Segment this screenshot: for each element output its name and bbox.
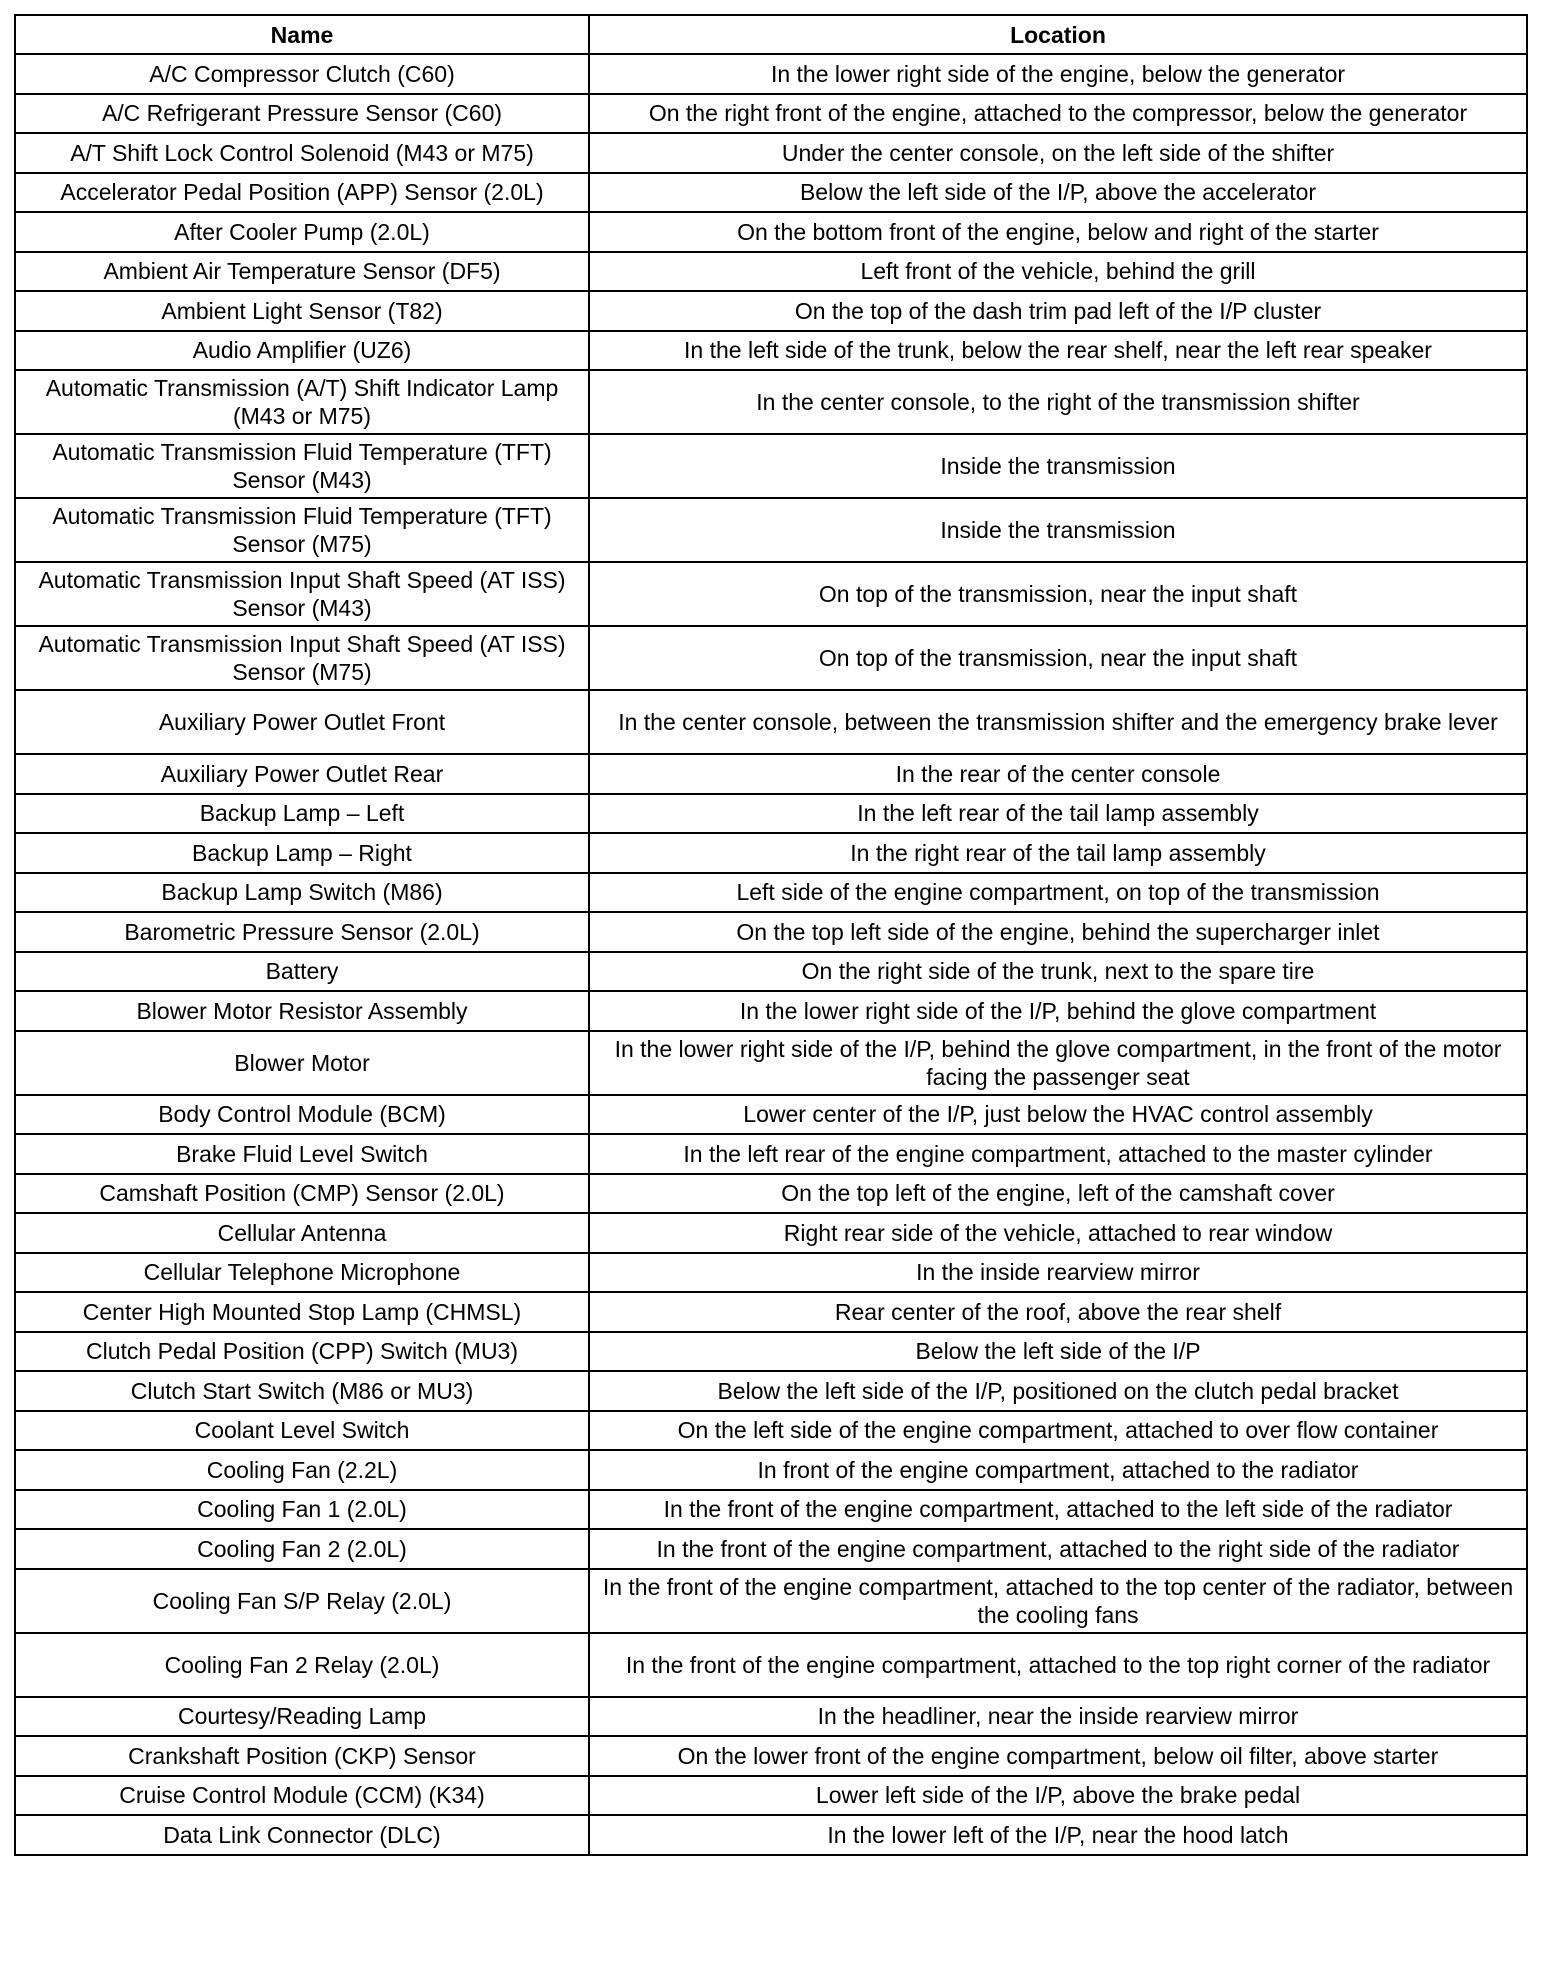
table-row xyxy=(15,690,1527,754)
component-name-cell: A/C Compressor Clutch (C60) xyxy=(15,54,589,94)
component-location-cell: In the front of the engine compartment, attached to the top center of the radiator, between the cooling fans xyxy=(589,1569,1527,1633)
component-location-cell: In the front of the engine compartment, attached to the top right corner of the radiator xyxy=(589,1633,1527,1697)
table-row xyxy=(15,1174,1527,1214)
header-row xyxy=(15,15,1527,54)
component-location-table xyxy=(14,14,1528,1856)
column-header-name: Name xyxy=(15,15,589,54)
component-location-cell: In the lower left of the I/P, near the hood latch xyxy=(589,1815,1527,1855)
component-name-cell: Courtesy/Reading Lamp xyxy=(15,1697,589,1737)
component-name-cell: Automatic Transmission Input Shaft Speed (AT ISS) Sensor (M75) xyxy=(15,626,589,690)
component-location-cell: Lower center of the I/P, just below the HVAC control assembly xyxy=(589,1095,1527,1135)
component-location-cell: Inside the transmission xyxy=(589,434,1527,498)
component-location-cell: In the right rear of the tail lamp assembly xyxy=(589,833,1527,873)
component-name-cell: Automatic Transmission Fluid Temperature (TFT) Sensor (M43) xyxy=(15,434,589,498)
table-row xyxy=(15,1633,1527,1697)
component-name-cell: A/T Shift Lock Control Solenoid (M43 or M75) xyxy=(15,133,589,173)
component-name-cell: Crankshaft Position (CKP) Sensor xyxy=(15,1736,589,1776)
component-name-cell: Cooling Fan 2 Relay (2.0L) xyxy=(15,1633,589,1697)
component-location-cell: In the lower right side of the engine, below the generator xyxy=(589,54,1527,94)
component-location-cell: In front of the engine compartment, attached to the radiator xyxy=(589,1450,1527,1490)
table-row xyxy=(15,54,1527,94)
component-location-cell: Left side of the engine compartment, on top of the transmission xyxy=(589,873,1527,913)
table-row xyxy=(15,1292,1527,1332)
table-row xyxy=(15,291,1527,331)
component-name-cell: Auxiliary Power Outlet Rear xyxy=(15,754,589,794)
component-location-cell: In the inside rearview mirror xyxy=(589,1253,1527,1293)
table-row xyxy=(15,873,1527,913)
component-location-cell: On the lower front of the engine compartment, below oil filter, above starter xyxy=(589,1736,1527,1776)
component-name-cell: Clutch Pedal Position (CPP) Switch (MU3) xyxy=(15,1332,589,1372)
table-header xyxy=(15,15,1527,54)
component-location-cell: Inside the transmission xyxy=(589,498,1527,562)
component-location-cell: In the lower right side of the I/P, behind the glove compartment, in the front of the motor facing the passenger seat xyxy=(589,1031,1527,1095)
component-name-cell: Backup Lamp Switch (M86) xyxy=(15,873,589,913)
component-location-cell: Under the center console, on the left side of the shifter xyxy=(589,133,1527,173)
table-row xyxy=(15,1213,1527,1253)
table-row xyxy=(15,133,1527,173)
table-row xyxy=(15,1253,1527,1293)
component-location-cell: On the top of the dash trim pad left of the I/P cluster xyxy=(589,291,1527,331)
component-name-cell: Center High Mounted Stop Lamp (CHMSL) xyxy=(15,1292,589,1332)
table-row xyxy=(15,1529,1527,1569)
component-location-cell: On the top left of the engine, left of the camshaft cover xyxy=(589,1174,1527,1214)
table-row xyxy=(15,1450,1527,1490)
component-location-cell: In the left rear of the engine compartment, attached to the master cylinder xyxy=(589,1134,1527,1174)
table-row xyxy=(15,1371,1527,1411)
table-row xyxy=(15,370,1527,434)
table-row xyxy=(15,94,1527,134)
component-location-cell: Left front of the vehicle, behind the grill xyxy=(589,252,1527,292)
component-location-cell: On top of the transmission, near the input shaft xyxy=(589,626,1527,690)
table-row xyxy=(15,1411,1527,1451)
component-location-cell: On the right side of the trunk, next to the spare tire xyxy=(589,952,1527,992)
table-row xyxy=(15,331,1527,371)
column-header-location: Location xyxy=(589,15,1527,54)
component-name-cell: Cruise Control Module (CCM) (K34) xyxy=(15,1776,589,1816)
component-name-cell: Blower Motor Resistor Assembly xyxy=(15,991,589,1031)
component-location-cell: Below the left side of the I/P xyxy=(589,1332,1527,1372)
component-name-cell: After Cooler Pump (2.0L) xyxy=(15,212,589,252)
component-name-cell: Ambient Light Sensor (T82) xyxy=(15,291,589,331)
component-name-cell: Body Control Module (BCM) xyxy=(15,1095,589,1135)
component-location-cell: In the center console, between the transmission shifter and the emergency brake lever xyxy=(589,690,1527,754)
component-name-cell: Data Link Connector (DLC) xyxy=(15,1815,589,1855)
table-row xyxy=(15,1569,1527,1633)
table-row xyxy=(15,1736,1527,1776)
component-name-cell: Cooling Fan (2.2L) xyxy=(15,1450,589,1490)
table-row xyxy=(15,1332,1527,1372)
table-row xyxy=(15,754,1527,794)
component-location-cell: Below the left side of the I/P, positioned on the clutch pedal bracket xyxy=(589,1371,1527,1411)
component-name-cell: Camshaft Position (CMP) Sensor (2.0L) xyxy=(15,1174,589,1214)
component-name-cell: Auxiliary Power Outlet Front xyxy=(15,690,589,754)
component-name-cell: Cellular Antenna xyxy=(15,1213,589,1253)
component-location-cell: In the left side of the trunk, below the rear shelf, near the left rear speaker xyxy=(589,331,1527,371)
component-location-cell: In the front of the engine compartment, attached to the left side of the radiator xyxy=(589,1490,1527,1530)
table-row xyxy=(15,562,1527,626)
table-row xyxy=(15,912,1527,952)
component-location-cell: On the right front of the engine, attached to the compressor, below the generator xyxy=(589,94,1527,134)
component-name-cell: Cooling Fan 1 (2.0L) xyxy=(15,1490,589,1530)
table-row xyxy=(15,1697,1527,1737)
component-name-cell: Barometric Pressure Sensor (2.0L) xyxy=(15,912,589,952)
component-location-cell: On top of the transmission, near the input shaft xyxy=(589,562,1527,626)
component-location-cell: Below the left side of the I/P, above the accelerator xyxy=(589,173,1527,213)
component-location-cell: In the front of the engine compartment, attached to the right side of the radiator xyxy=(589,1529,1527,1569)
component-name-cell: Brake Fluid Level Switch xyxy=(15,1134,589,1174)
table-row xyxy=(15,1095,1527,1135)
component-location-cell: On the left side of the engine compartment, attached to over flow container xyxy=(589,1411,1527,1451)
component-name-cell: Automatic Transmission (A/T) Shift Indicator Lamp (M43 or M75) xyxy=(15,370,589,434)
component-location-cell: On the bottom front of the engine, below and right of the starter xyxy=(589,212,1527,252)
component-name-cell: Accelerator Pedal Position (APP) Sensor (2.0L) xyxy=(15,173,589,213)
component-name-cell: Ambient Air Temperature Sensor (DF5) xyxy=(15,252,589,292)
component-name-cell: Cellular Telephone Microphone xyxy=(15,1253,589,1293)
component-name-cell: A/C Refrigerant Pressure Sensor (C60) xyxy=(15,94,589,134)
table-row xyxy=(15,212,1527,252)
component-location-cell: On the top left side of the engine, behind the supercharger inlet xyxy=(589,912,1527,952)
table-row xyxy=(15,498,1527,562)
table-row xyxy=(15,1031,1527,1095)
component-location-cell: In the lower right side of the I/P, behind the glove compartment xyxy=(589,991,1527,1031)
table-row xyxy=(15,833,1527,873)
component-location-cell: Lower left side of the I/P, above the brake pedal xyxy=(589,1776,1527,1816)
table-body xyxy=(15,54,1527,1855)
table-row xyxy=(15,173,1527,213)
component-name-cell: Cooling Fan 2 (2.0L) xyxy=(15,1529,589,1569)
component-name-cell: Clutch Start Switch (M86 or MU3) xyxy=(15,1371,589,1411)
table-row xyxy=(15,1815,1527,1855)
component-location-cell: Rear center of the roof, above the rear shelf xyxy=(589,1292,1527,1332)
component-name-cell: Backup Lamp – Left xyxy=(15,794,589,834)
component-name-cell: Cooling Fan S/P Relay (2.0L) xyxy=(15,1569,589,1633)
table-row xyxy=(15,794,1527,834)
component-location-cell: In the headliner, near the inside rearview mirror xyxy=(589,1697,1527,1737)
component-name-cell: Battery xyxy=(15,952,589,992)
component-location-cell: In the rear of the center console xyxy=(589,754,1527,794)
component-name-cell: Coolant Level Switch xyxy=(15,1411,589,1451)
component-name-cell: Blower Motor xyxy=(15,1031,589,1095)
component-name-cell: Audio Amplifier (UZ6) xyxy=(15,331,589,371)
table-row xyxy=(15,991,1527,1031)
table-row xyxy=(15,1490,1527,1530)
component-name-cell: Automatic Transmission Input Shaft Speed (AT ISS) Sensor (M43) xyxy=(15,562,589,626)
table-row xyxy=(15,1134,1527,1174)
component-location-cell: In the center console, to the right of the transmission shifter xyxy=(589,370,1527,434)
table-row xyxy=(15,952,1527,992)
table-row xyxy=(15,434,1527,498)
table-row xyxy=(15,1776,1527,1816)
component-location-cell: Right rear side of the vehicle, attached to rear window xyxy=(589,1213,1527,1253)
component-name-cell: Automatic Transmission Fluid Temperature (TFT) Sensor (M75) xyxy=(15,498,589,562)
table-row xyxy=(15,252,1527,292)
table-row xyxy=(15,626,1527,690)
component-location-cell: In the left rear of the tail lamp assembly xyxy=(589,794,1527,834)
component-name-cell: Backup Lamp – Right xyxy=(15,833,589,873)
